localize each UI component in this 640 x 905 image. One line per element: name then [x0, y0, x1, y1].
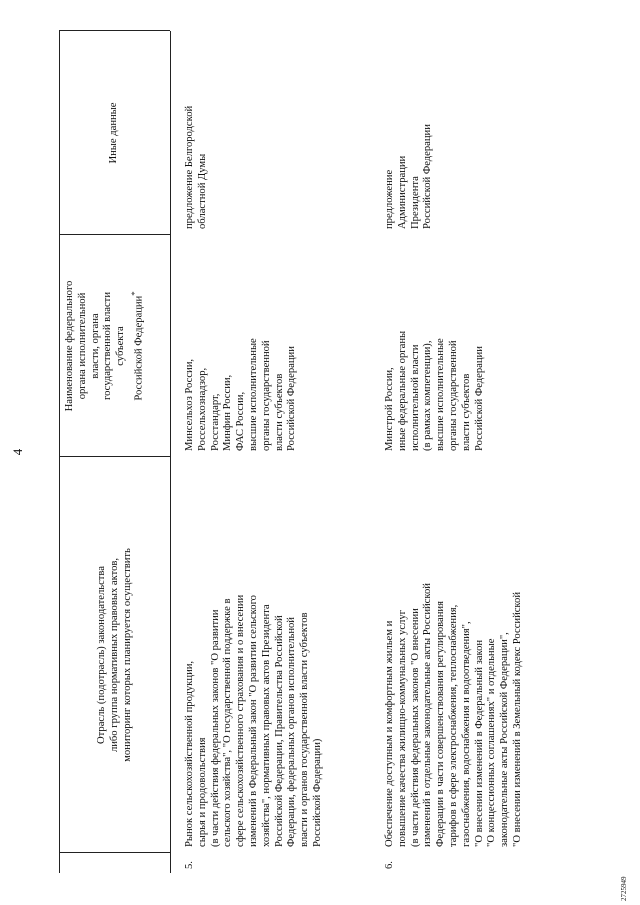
- header-branch: Отрасль (подотрасль) законодательства либо группа нормативных правовых актов, мониторинг которых планируется осуществить: [96, 548, 133, 762]
- row-5-branch: Рынок сельскохозяйственной продукции, сырья и продовольствия (в части действия федеральных законов "О развитии сельского хозяйства", "О государственной поддержке в сфере сельскохозяйственного страхования и о внесении изменений в Федеральный закон "О развитии сельского хозяйства", нормативных правовых актов Президента Российской Федерации, Правительства Российской Федерации, федеральных органов исполнительной власти и органов государственной власти субъектов Российской Федерации): [184, 594, 323, 847]
- table-top-border: [59, 31, 60, 873]
- document-id: 2725949: [620, 876, 628, 901]
- header-bottom-border: [170, 31, 171, 873]
- table-right-border: [59, 30, 170, 31]
- col-divider-branch: [59, 456, 170, 457]
- col-divider-authority: [59, 234, 170, 235]
- row-5-other: предложение Белгородской областной Думы: [184, 105, 208, 229]
- row-5-authority: Минсельхоз России, Россельхознадзор, Росстандарт, Минфин России, ФАС России, высшие исполнительные органы государственной власти субъектов Российской Федерации: [184, 338, 298, 451]
- col-divider-num: [59, 852, 170, 853]
- row-6-other: предложение Администрации Президента Российской Федерации: [384, 124, 434, 229]
- page-number: 4: [10, 448, 25, 456]
- header-authority: Наименование федерального органа исполнительной власти, органа государственной власти субъекта Российской Федерации*: [64, 280, 145, 412]
- row-5-number: 5.: [184, 861, 195, 869]
- footnote-mark: *: [128, 291, 139, 296]
- row-6-branch: Обеспечение доступным и комфортным жильем и повышение качества жилищно-коммунальных услуг (в части действия федеральных законов "О внесении изменений в отдельные законодательные акты Российской Федерации в части совершенствования регулирования тарифов в сфере электроснабжения, теплоснабжения, газоснабжения, водоснабжения и водоотведения", "О внесении изменений в Федеральный закон "О концессионных соглашениях" и отдельные законодательные акты Российской Федерации", "О внесении изменений в Земельный кодекс Российской: [384, 583, 523, 847]
- row-6-number: 6.: [384, 861, 395, 869]
- row-6-authority: Минстрой России, иные федеральные органы исполнительной власти (в рамках компетенции), высшие исполнительные органы государственной власти субъектов Российской Федерации: [384, 330, 485, 451]
- header-other: Иные данные: [108, 102, 119, 164]
